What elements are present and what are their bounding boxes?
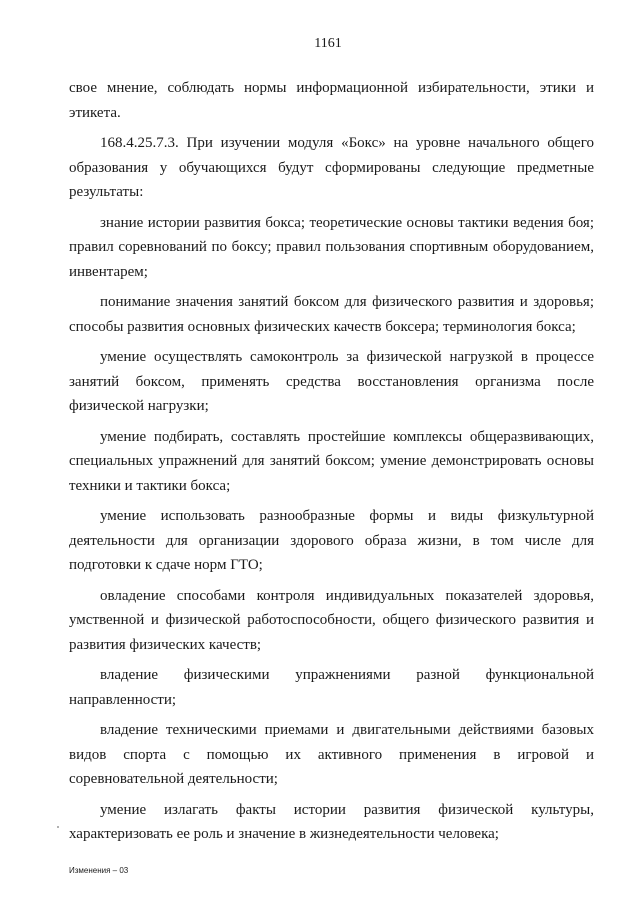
paragraph-section-heading: 168.4.25.7.3. При изучении модуля «Бокс» на уровне начального общего образования у обучающихся будут сформированы следующие предметные результаты: [69, 135, 594, 200]
paragraph-result-item: умение излагать факты истории развития физической культуры, характеризовать ее роль и значение в жизнедеятельности человека; [69, 801, 594, 842]
paragraph-result-item: знание истории развития бокса; теоретические основы тактики ведения боя; правил соревнований по боксу; правил пользования спортивным оборудованием, инвентарем; [69, 214, 594, 280]
paragraph-result-item: умение подбирать, составлять простейшие комплексы общеразвивающих, специальных упражнений для занятий боксом; умение демонстрировать основы техники и тактики бокса; [69, 428, 594, 494]
paragraph-continuation: свое мнение, соблюдать нормы информационной избирательности, этики и этикета. [69, 80, 594, 121]
footer-revision: Изменения – 03 [69, 866, 129, 875]
page-number: 1161 [314, 36, 342, 51]
paragraph-result-item: владение техническими приемами и двигательными действиями базовых видов спорта с помощью их активного применения в игровой и соревновательной деятельности; [69, 722, 594, 787]
paragraph-result-item: владение физическими упражнениями разной функциональной направленности; [69, 667, 594, 708]
scan-speck [57, 826, 59, 828]
paragraph-result-item: умение осуществлять самоконтроль за физической нагрузкой в процессе занятий боксом, применять средства восстановления организма после физической нагрузки; [69, 349, 594, 414]
paragraph-result-item: овладение способами контроля индивидуальных показателей здоровья, умственной и физической работоспособности, общего физического развития и развития физических качеств; [69, 587, 594, 653]
paragraph-result-item: понимание значения занятий боксом для физического развития и здоровья; способы развития основных физических качеств боксера; терминология бокса; [69, 294, 594, 335]
paragraph-result-item: умение использовать разнообразные формы и виды физкультурной деятельности для организации здорового образа жизни, в том числе для подготовки к сдаче норм ГТО; [69, 508, 594, 573]
document-body [69, 76, 594, 853]
